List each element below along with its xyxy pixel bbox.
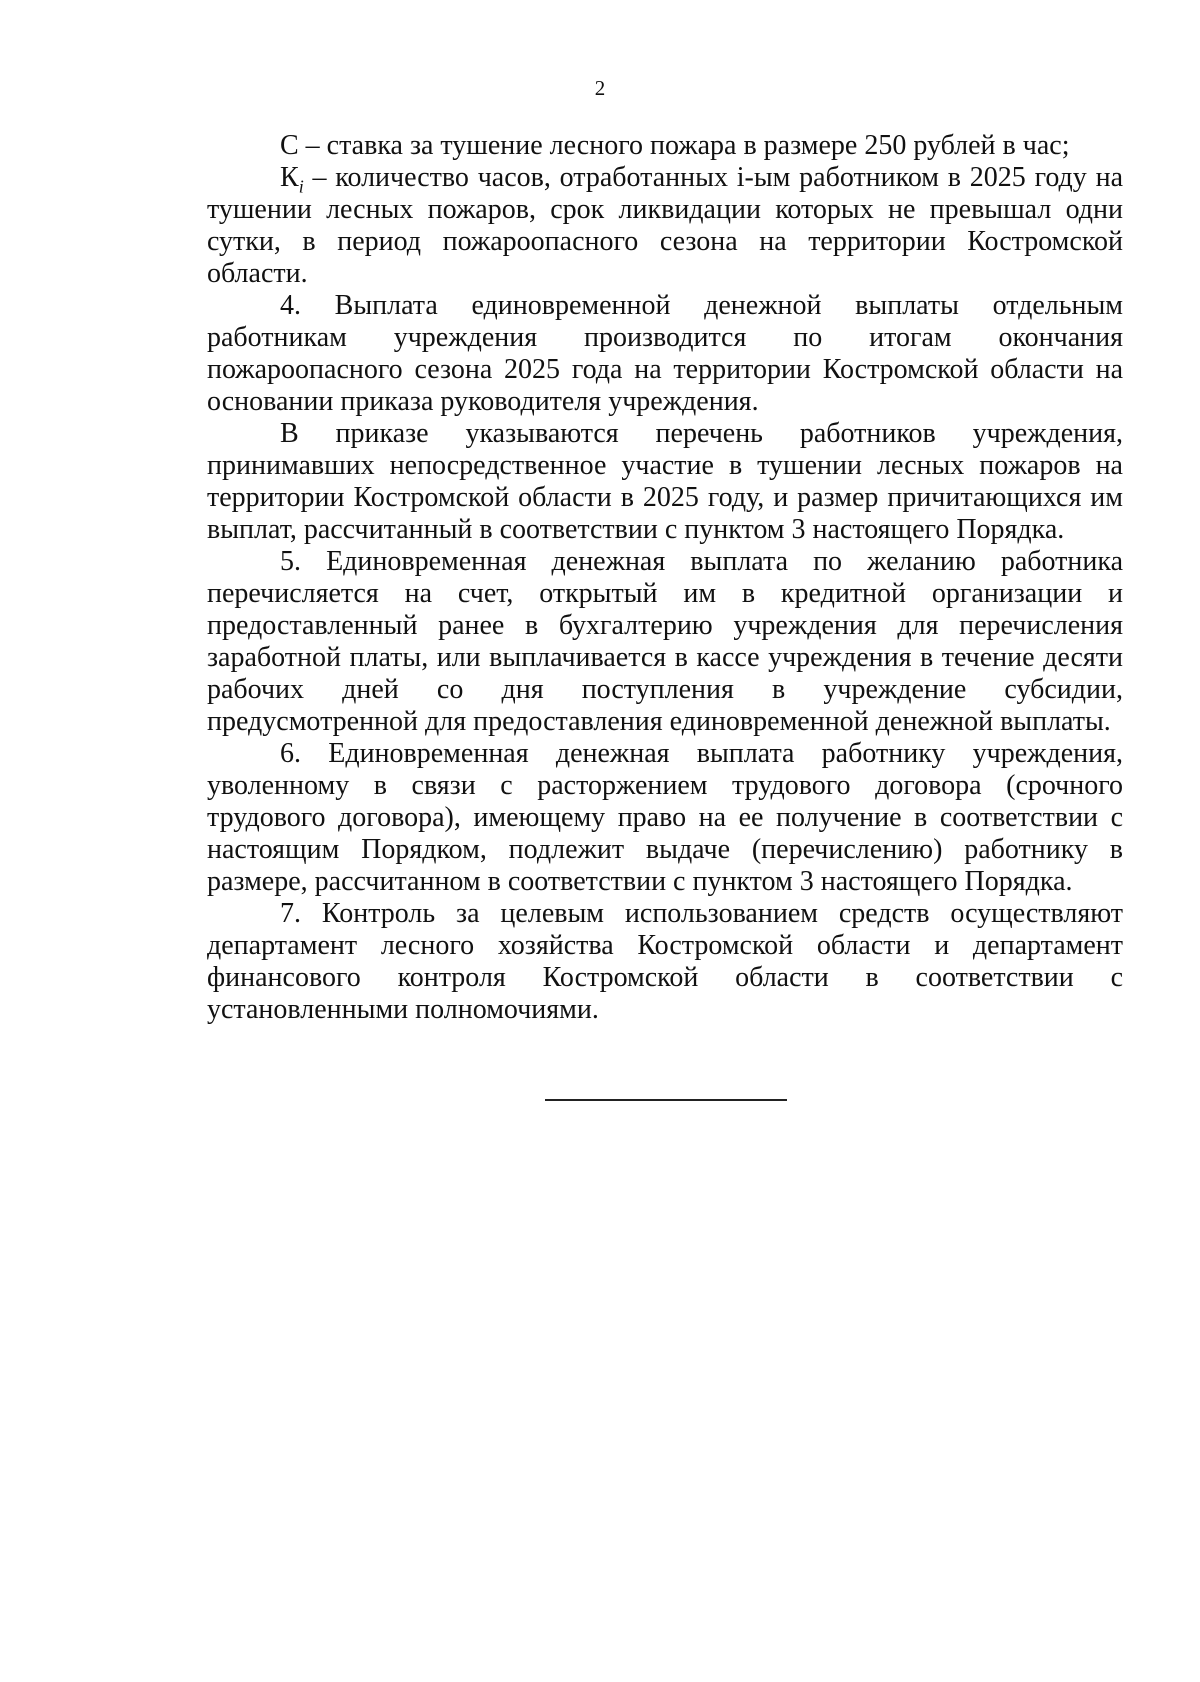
symbol-k-subscript: i bbox=[298, 176, 304, 197]
paragraph-7: 7. Контроль за целевым использованием средств осуществляют департамент лесного хозяйства Костромской области и департамент финансового контроля Костромской области в соответствии с установленными полномочиями. bbox=[207, 898, 1123, 1025]
paragraph-5: 5. Единовременная денежная выплата по желанию работника перечисляется на счет, открытый им в кредитной организации и предоставленный ранее в бухгалтерию учреждения для перечисления заработной платы, или выплачивается в кассе учреждения в течение десяти рабочих дней со дня поступления в учреждение субсидии, предусмотренной для предоставления единовременной денежной выплаты. bbox=[207, 546, 1123, 737]
end-divider-line bbox=[545, 1099, 787, 1101]
paragraph-6: 6. Единовременная денежная выплата работнику учреждения, уволенному в связи с расторжением трудового договора (срочного трудового договора), имеющему право на ее получение в соответствии с настоящим Порядком, подлежит выдаче (перечислению) работнику в размере, рассчитанном в соответствии с пунктом 3 настоящего Порядка. bbox=[207, 738, 1123, 897]
paragraph-4-order: В приказе указываются перечень работников учреждения, принимавших непосредственное участие в тушении лесных пожаров на территории Костромской области в 2025 году, и размер причитающихся им выплат, рассчитанный в соответствии с пунктом 3 настоящего Порядка. bbox=[207, 418, 1123, 545]
document-body bbox=[207, 130, 1123, 1026]
paragraph-hours-k-text: – количество часов, отработанных i-ым работником в 2025 году на тушении лесных пожаров, срок ликвидации которых не превышал одни сутки, в период пожароопасного сезона на территории Костромской области. bbox=[207, 162, 1123, 289]
page-number: 2 bbox=[594, 76, 606, 100]
paragraph-rate-c: С – ставка за тушение лесного пожара в размере 250 рублей в час; bbox=[280, 130, 1070, 161]
paragraph-hours-k bbox=[207, 162, 1123, 290]
symbol-k: К bbox=[280, 162, 299, 193]
paragraph-4: 4. Выплата единовременной денежной выплаты отдельным работникам учреждения производится по итогам окончания пожароопасного сезона 2025 года на территории Костромской области на основании приказа руководителя учреждения. bbox=[207, 290, 1123, 417]
